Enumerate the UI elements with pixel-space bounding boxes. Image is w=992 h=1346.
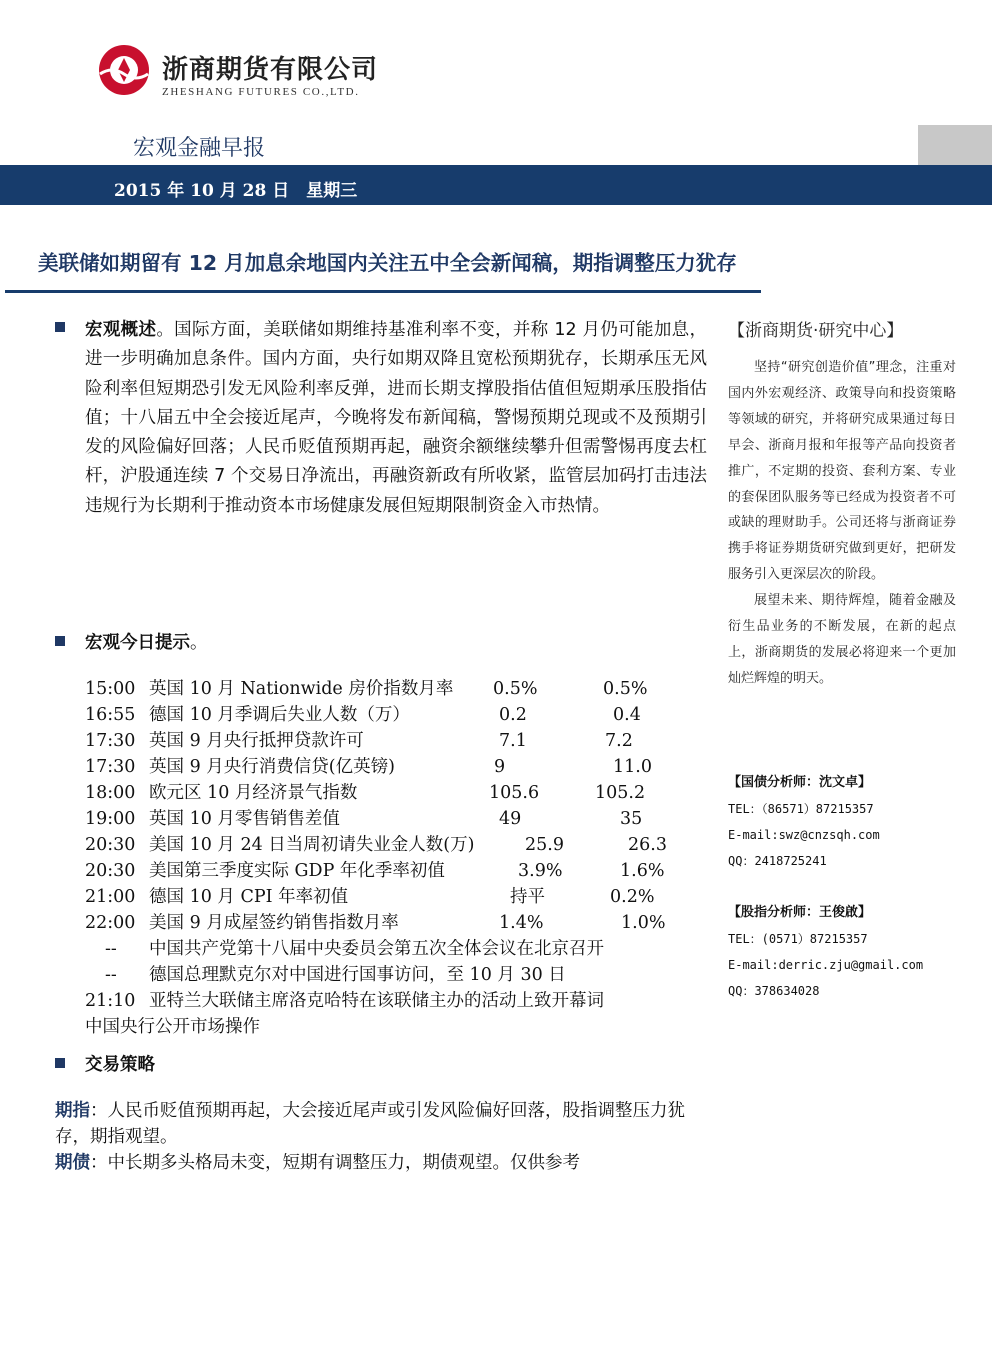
analyst-qq: QQ：378634028 xyxy=(728,984,820,998)
schedule-row: 20:30 美国 10 月 24 日当周初请失业金人数(万) 25.9 26.3 xyxy=(85,835,667,855)
overview-text: 。国际方面，美联储如期维持基准利率不变，并称 12 月仍可能加息，进一步明确加息条件。国内方面，央行如期双降且宽松预期犹存，长期承压无风险利率但短期恐引发无风险利率反弹，进而长期支撑股指估值但短期承压股指估值；十八届五中全会接近尾声，今晚将发布新闻稿，警惕预期兑现或不及预期引发的风险偏好回落；人民币贬值预期再起，融资余额继续攀升但需警惕再度去杠杆，沪股通连续 7 个交易日净流出，再融资新政有所收紧，监管层加码打击违法违规行为长期利于推动资本市场健康发展但短期限制资金入市热情。 xyxy=(85,320,707,516)
schedule-row: 18:00 欧元区 10 月经济景气指数 105.6 105.2 xyxy=(85,783,646,803)
square-bullet-icon xyxy=(55,636,65,646)
header-gray-tab xyxy=(918,125,992,165)
square-bullet-icon xyxy=(55,322,65,332)
schedule-row: 17:30 英国 9 月央行抵押贷款许可 7.1 7.2 xyxy=(85,731,633,751)
company-name-en: ZHESHANG FUTURES CO.,LTD. xyxy=(162,86,360,98)
schedule-note: 21:10 亚特兰大联储主席洛克哈特在该联储主办的活动上致开幕词 xyxy=(85,991,604,1011)
schedule-note: -- 德国总理默克尔对中国进行国事访问，至 10 月 30 日 xyxy=(105,965,566,985)
analyst-tel: TEL：(0571）87215357 xyxy=(728,932,868,946)
strategy-heading xyxy=(55,1052,707,1078)
company-name-cn: 浙商期货有限公司 xyxy=(162,55,379,85)
main-column xyxy=(55,316,707,521)
overview-label: 宏观概述 xyxy=(85,320,157,340)
analyst-name: 【国债分析师：沈文卓】 xyxy=(728,775,872,790)
strategy-label: 交易策略 xyxy=(85,1055,155,1075)
schedule-row: 22:00 美国 9 月成屋签约销售指数月率 1.4% 1.0% xyxy=(85,913,666,933)
schedule-final: 中国央行公开市场操作 xyxy=(85,1017,260,1037)
analyst-email[interactable]: E-mail:swz@cnzsqh.com xyxy=(728,828,880,842)
analyst-name: 【股指分析师：王俊啟】 xyxy=(728,905,872,920)
sidebar-intro: 坚持“研究创造价值”理念，注重对国内外宏观经济、政策导向和投资策略等领域的研究，并将研究成果通过每日早会、浙商月报和年报等产品向投资者推广，不定期的投资、套利方案、专业的套保团队服务等已经成为投资者不可或缺的理财助手。公司还将与浙商证券携手将证券期货研究做到更好，把研发服务引入更深层次的阶段。 xyxy=(728,360,956,583)
analyst-email[interactable]: E-mail:derric.zju@gmail.com xyxy=(728,958,924,972)
report-date: 2015 年 10 月 28 日 星期三 xyxy=(114,181,358,201)
schedule-row: 17:30 英国 9 月央行消费信贷(亿英镑) 9 11.0 xyxy=(85,757,652,777)
today-label-suffix: 。 xyxy=(190,633,208,653)
strategy-section xyxy=(55,1098,707,1176)
schedule-row: 16:55 德国 10 月季调后失业人数（万） 0.2 0.4 xyxy=(85,705,641,725)
strategy-item-bond-futures: 期债：中长期多头格局未变，短期有调整压力，期债观望。仅供参考 xyxy=(55,1153,580,1173)
today-label: 宏观今日提示 xyxy=(85,633,190,653)
analyst-index xyxy=(728,900,923,1004)
company-logo xyxy=(98,44,150,96)
schedule-row: 21:00 德国 10 月 CPI 年率初值 持平 0.2% xyxy=(85,887,655,907)
analyst-tel: TEL：（86571）87215357 xyxy=(728,802,874,816)
overview-section xyxy=(55,316,707,521)
square-bullet-icon xyxy=(55,1058,65,1068)
sidebar-title: 【浙商期货·研究中心】 xyxy=(728,321,904,341)
report-headline: 美联储如期留有 12 月加息余地国内关注五中全会新闻稿，期指调整压力犹存 xyxy=(38,251,737,275)
sidebar xyxy=(728,316,956,692)
today-heading xyxy=(55,630,707,656)
analyst-qq: QQ：2418725241 xyxy=(728,854,827,868)
headline-divider xyxy=(5,290,761,293)
strategy-item-index-futures: 期指：人民币贬值预期再起，大会接近尾声或引发风险偏好回落，股指调整压力犹存，期指观望。 xyxy=(55,1101,685,1147)
event-schedule xyxy=(85,676,705,1040)
analyst-bond xyxy=(728,770,880,874)
schedule-note: -- 中国共产党第十八届中央委员会第五次全体会议在北京召开 xyxy=(105,939,604,959)
schedule-row: 20:30 美国第三季度实际 GDP 年化季率初值 3.9% 1.6% xyxy=(85,861,665,881)
schedule-row: 19:00 英国 10 月零售销售差值 49 35 xyxy=(85,809,643,829)
report-name: 宏观金融早报 xyxy=(133,136,266,161)
schedule-row: 15:00 英国 10 月 Nationwide 房价指数月率 0.5% 0.5% xyxy=(85,679,648,699)
sidebar-outlook: 展望未来、期待辉煌，随着金融及衍生品业务的不断发展，在新的起点上，浙商期货的发展必将迎来一个更加灿烂辉煌的明天。 xyxy=(728,593,956,686)
